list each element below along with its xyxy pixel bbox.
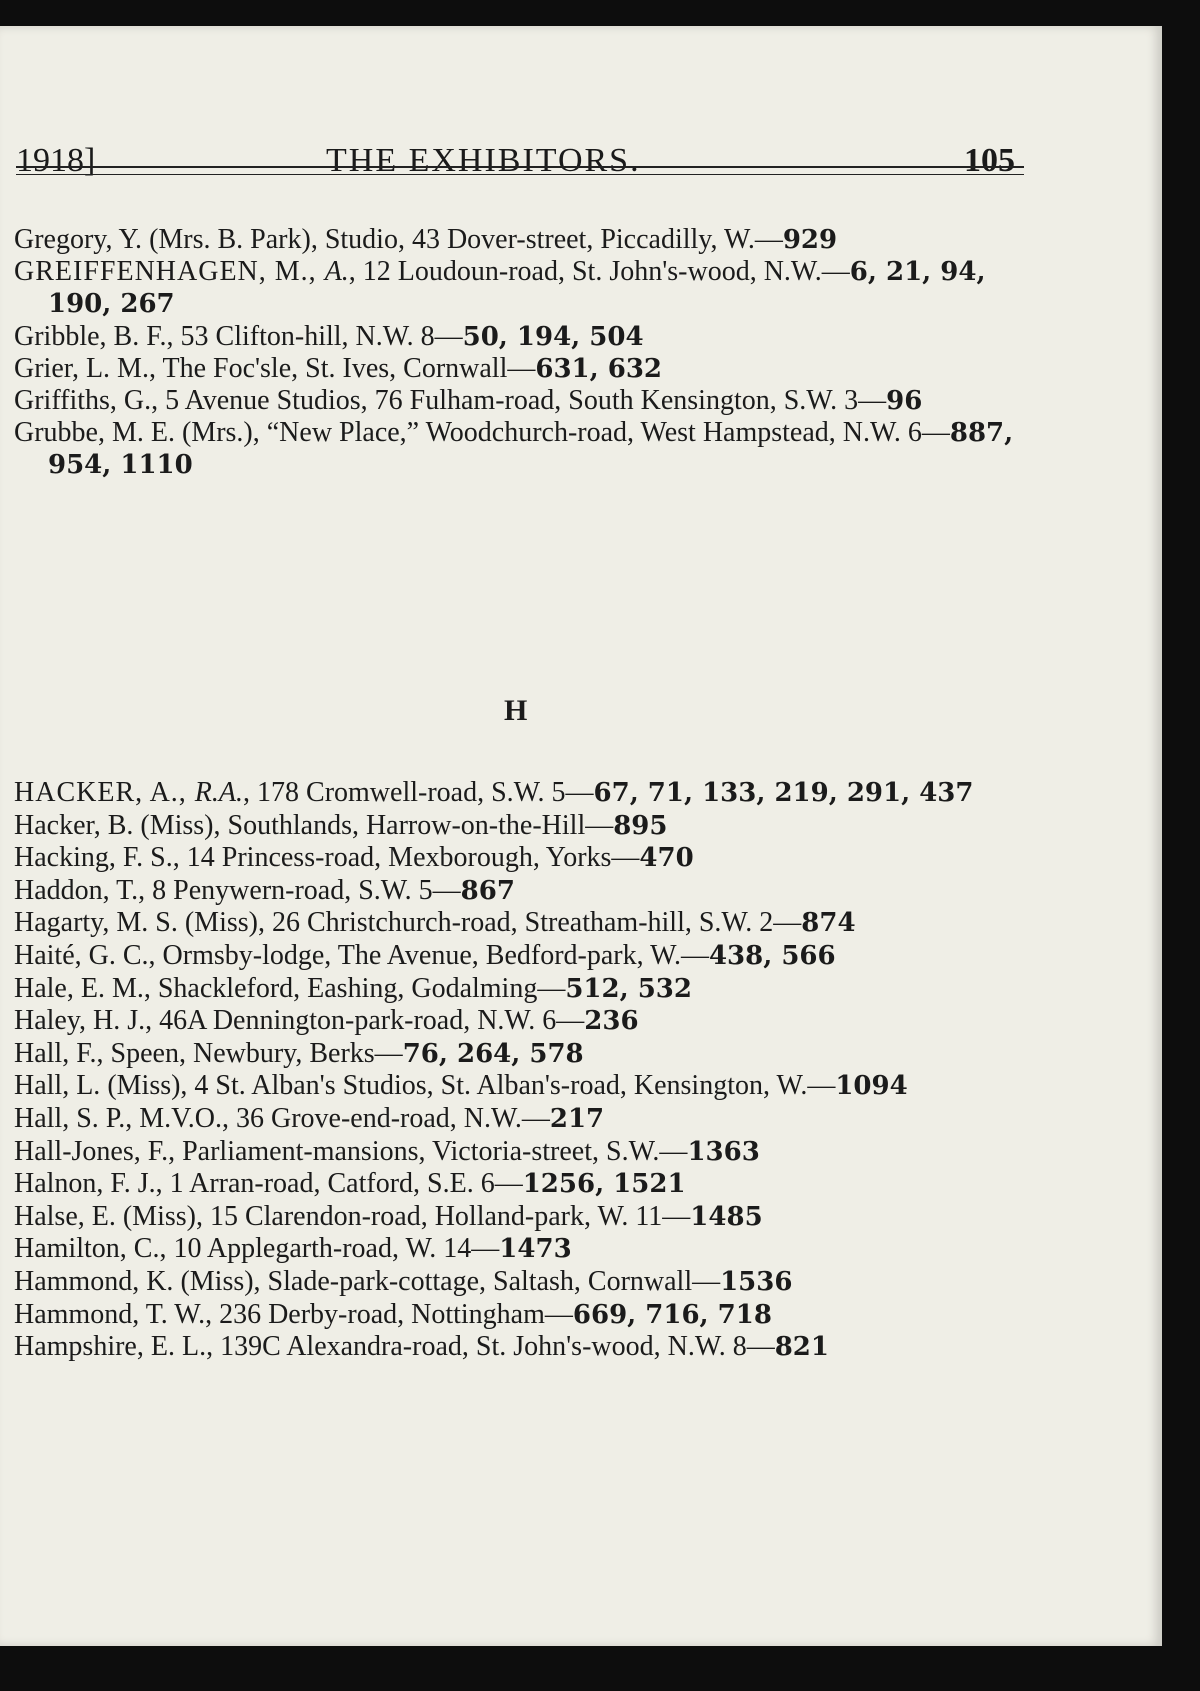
list-item: Hall, F., Speen, Newbury, Berks—76, 264, 578: [14, 1037, 584, 1069]
list-item: Grier, L. M., The Foc'sle, St. Ives, Cornwall—631, 632: [14, 352, 663, 384]
list-item: Hacking, F. S., 14 Princess-road, Mexborough, Yorks—470: [14, 842, 694, 874]
list-item: Griffiths, G., 5 Avenue Studios, 76 Fulham-road, South Kensington, S.W. 3—96: [14, 385, 923, 417]
section-g-list: [14, 224, 1024, 482]
list-item: Haley, H. J., 46A Dennington-park-road, N.W. 6—236: [14, 1005, 639, 1037]
header-year: 1918]: [16, 142, 96, 179]
page-number: 105: [964, 142, 1015, 179]
list-item: HACKER, A., R.A., 178 Cromwell-road, S.W. 5—67, 71, 133, 219, 291, 437: [14, 777, 974, 808]
list-item: Hammond, T. W., 236 Derby-road, Nottingham—669, 716, 718: [14, 1298, 772, 1330]
list-item: Hall, S. P., M.V.O., 36 Grove-end-road, N.W.—217: [14, 1102, 605, 1134]
section-h-list: [14, 777, 1024, 1364]
list-item: Hampshire, E. L., 139C Alexandra-road, St. John's-wood, N.W. 8—821: [14, 1331, 829, 1363]
header-rule: [16, 166, 1024, 175]
list-item: Hall-Jones, F., Parliament-mansions, Victoria-street, S.W.—1363: [14, 1135, 760, 1167]
list-item: Hamilton, C., 10 Applegarth-road, W. 14—1473: [14, 1233, 572, 1265]
list-item: Halnon, F. J., 1 Arran-road, Catford, S.E. 6—1256, 1521: [14, 1168, 686, 1200]
list-item: GREIFFENHAGEN, M., A., 12 Loudoun-road, St. John's-wood, N.W.—6, 21, 94, 190, 267: [14, 256, 986, 320]
list-item: Hagarty, M. S. (Miss), 26 Christchurch-road, Streatham-hill, S.W. 2—874: [14, 907, 856, 939]
list-item: Halse, E. (Miss), 15 Clarendon-road, Holland-park, W. 11—1485: [14, 1200, 763, 1232]
running-header: [16, 114, 1036, 179]
list-item: Hacker, B. (Miss), Southlands, Harrow-on-the-Hill—895: [14, 809, 668, 841]
list-item: Hale, E. M., Shackleford, Eashing, Godalming—512, 532: [14, 972, 692, 1004]
header-title: THE EXHIBITORS.: [326, 142, 641, 179]
section-letter-heading: H: [504, 694, 528, 727]
list-item: Hammond, K. (Miss), Slade-park-cottage, Saltash, Cornwall—1536: [14, 1265, 793, 1297]
list-item: Hall, L. (Miss), 4 St. Alban's Studios, St. Alban's-road, Kensington, W.—1094: [14, 1070, 908, 1102]
list-item: Haité, G. C., Ormsby-lodge, The Avenue, Bedford-park, W.—438, 566: [14, 939, 836, 971]
list-item: Gregory, Y. (Mrs. B. Park), Studio, 43 Dover-street, Piccadilly, W.—929: [14, 224, 838, 255]
list-item: Haddon, T., 8 Penywern-road, S.W. 5—867: [14, 874, 515, 906]
list-item: Gribble, B. F., 53 Clifton-hill, N.W. 8—50, 194, 504: [14, 320, 644, 352]
list-item: Grubbe, M. E. (Mrs.), “New Place,” Woodchurch-road, West Hampstead, N.W. 6—887, 954, 1110: [14, 417, 1014, 481]
book-page: [0, 26, 1162, 1646]
